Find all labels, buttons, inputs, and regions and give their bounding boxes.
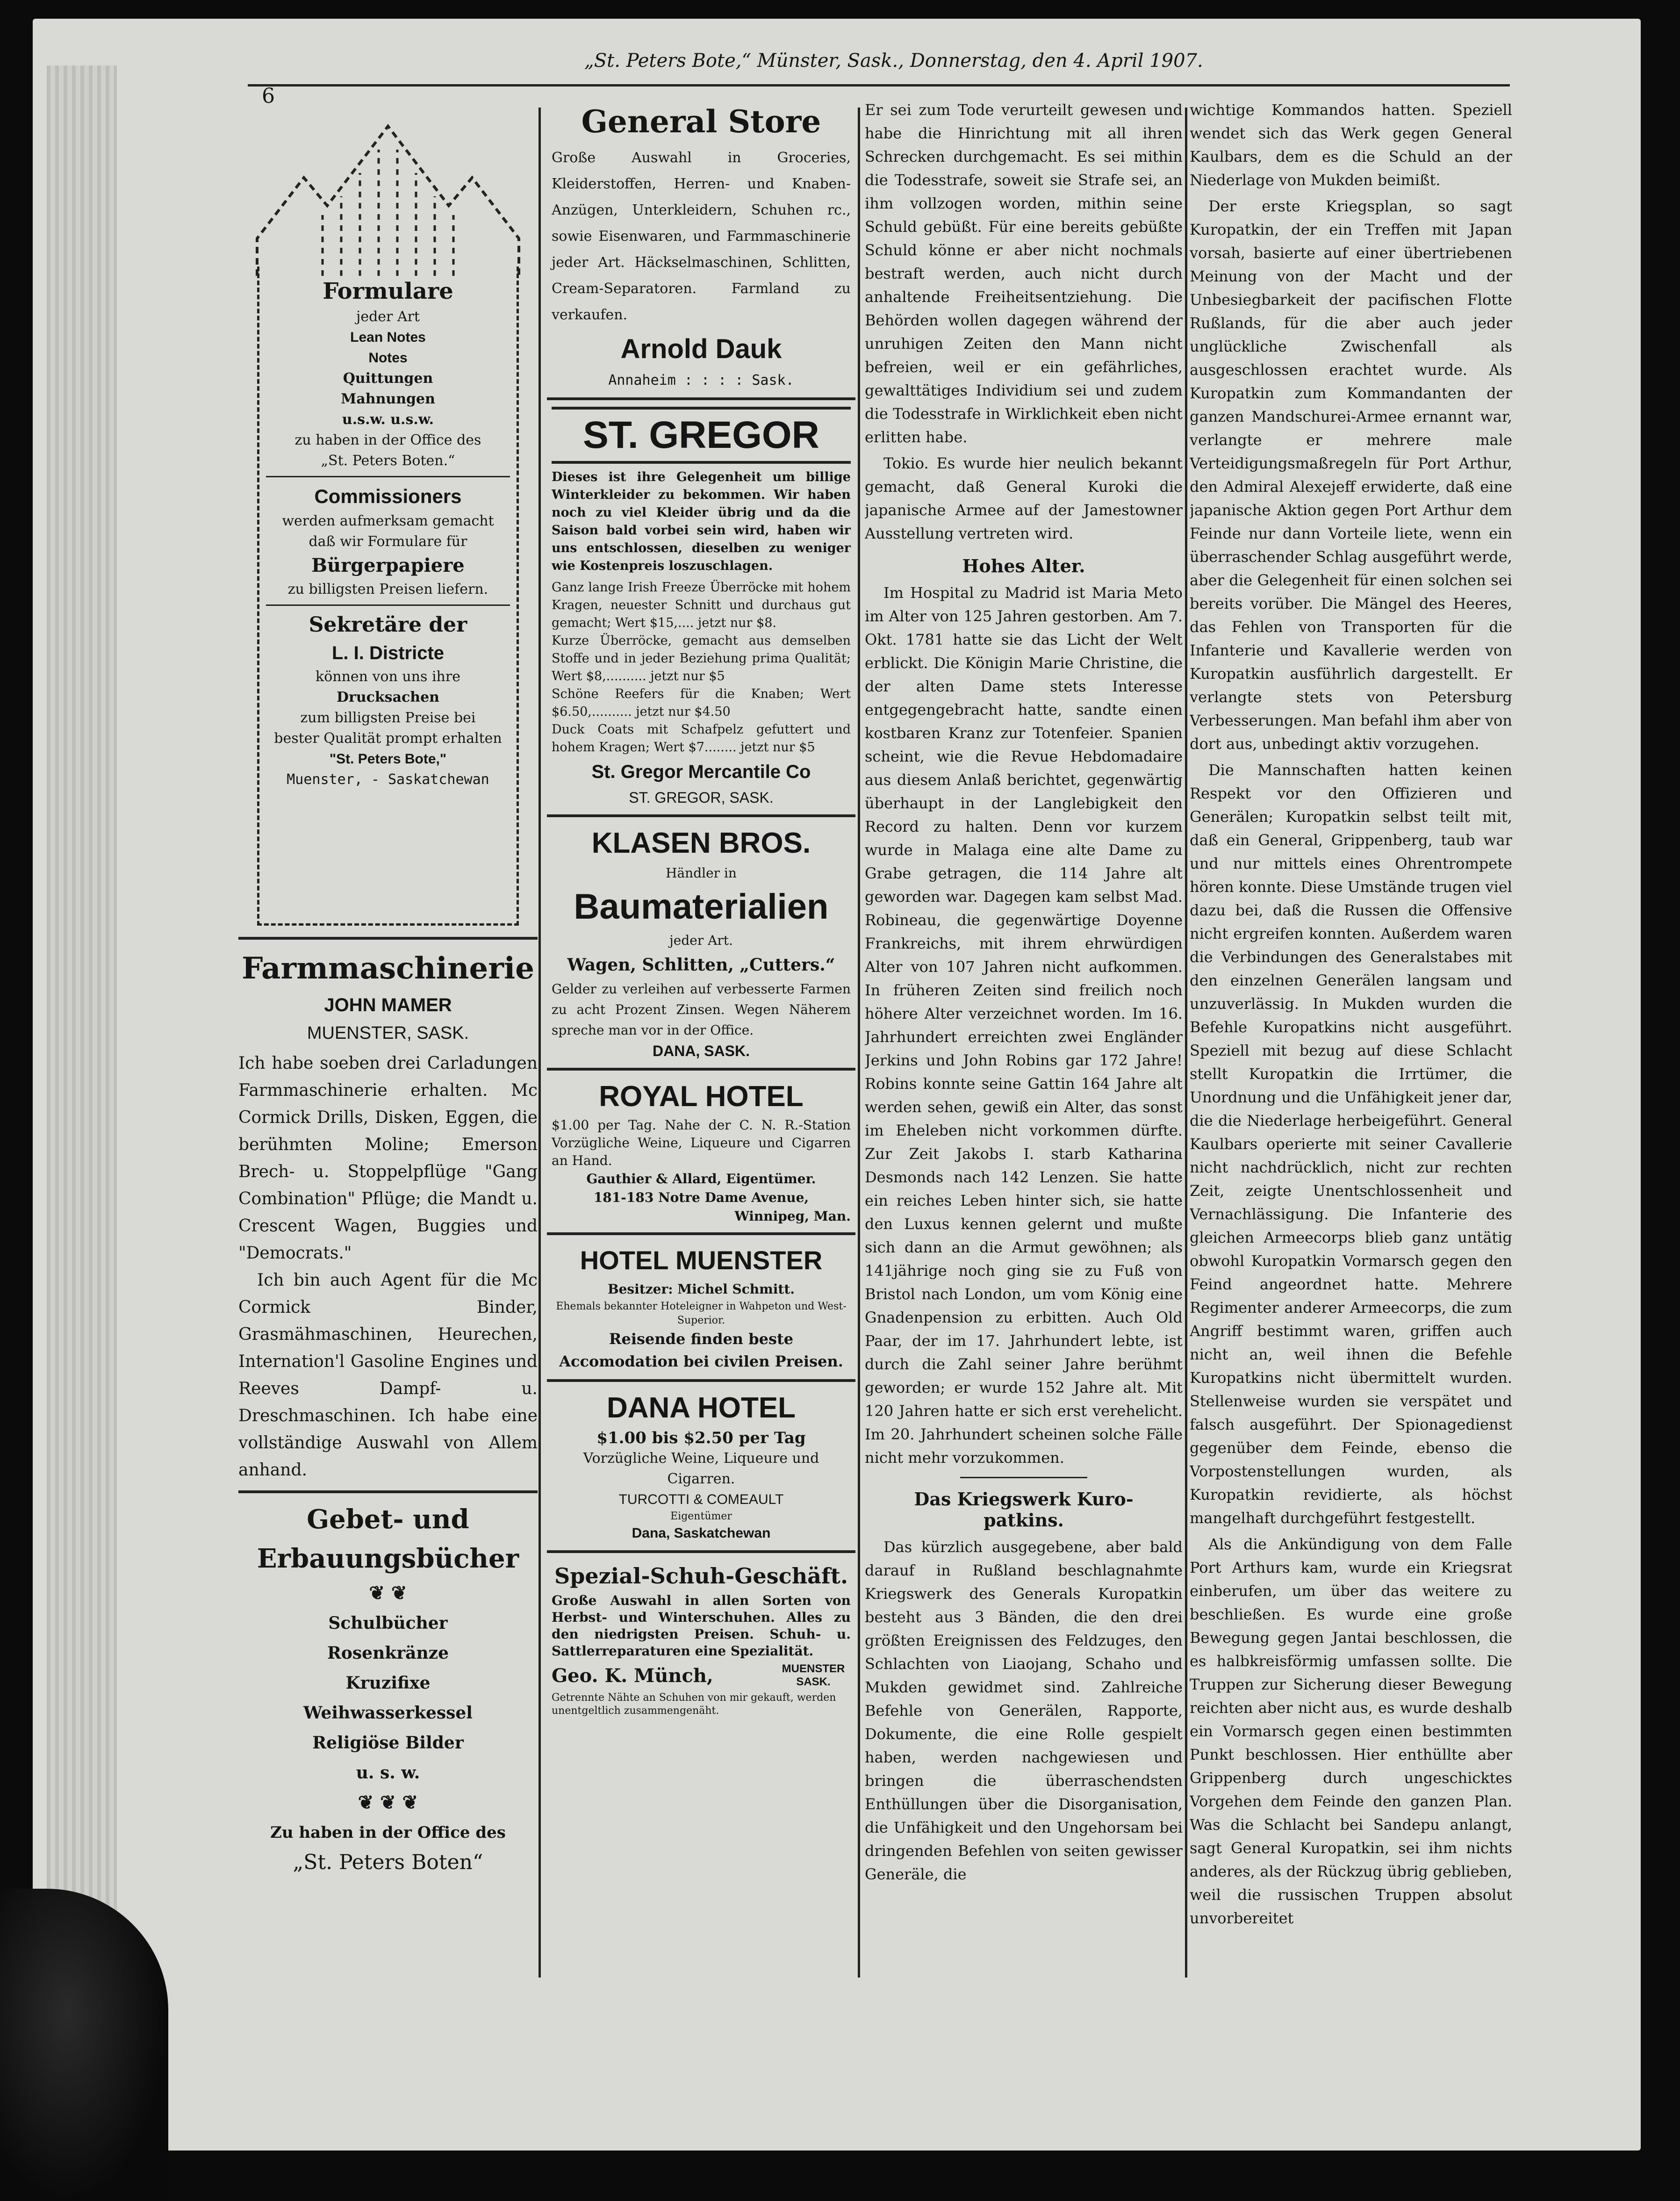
st-gregor-item: Kurze Überröcke, gemacht aus demselben Stoffe und in jeder Beziehung prima Qualität; Wert $8,.......... jetzt nur $5 bbox=[552, 633, 851, 683]
dana-title: DANA HOTEL bbox=[606, 1392, 796, 1424]
klasen-title: KLASEN BROS. bbox=[591, 827, 811, 859]
book-binding bbox=[47, 65, 117, 1964]
formulare-line: Mahnungen bbox=[341, 391, 435, 407]
farm-paragraph: Ich bin auch Agent für die Mc Cormick Binder, Grasmähmaschinen, Heurechen, Internation'l Gasoline Engines und Reeves Dampf- u. Dreschmaschinen. Ich habe eine vollständige Auswahl von Allem anhand. bbox=[238, 1271, 538, 1480]
schuh-title: Spezial-Schuh-Geschäft. bbox=[554, 1563, 848, 1589]
commissioners-line: werden aufmerksam gemacht bbox=[282, 513, 494, 529]
article-paragraph: wichtige Kommandos hatten. Speziell wendet sich das Werk gegen General Kaulbars, dem es die Schuld an der Niederlage von Mukden beimißt. bbox=[1190, 101, 1512, 189]
buergerpapiere-title: Bürgerpapiere bbox=[311, 554, 465, 576]
article-paragraph: Der erste Kriegsplan, so sagt Kuropatkin, der ein Treffen mit Japan vorsah, basierte auf einer übertriebenen Meinung von der Macht und der Unbesiegbarkeit der pacifischen Flotte Rußlands, für die aber auch jeder unglückliche Zwischenfall als ausgeschlossen erachtet wurde. Als Kuropatkin zum Kommandanten der ganzen Mandschurei-Armee ernannt war, verlangte er mehrere male Verteidigungsmaßregeln für Port Arthur, den Admiral Alexejeff erwiderte, daß eine japanische Aktion gegen Port Arthur dem Feinde nur dann Vorteile liete, wenn ein überraschender Schlag ausgeführt werde, aber die Gelegenheit für einen solchen sei bereits vorüber. Die Mängel des Heeres, das Fehlen von Transporten für die Infanterie und Kavallerie werden von Kuropatkin ausführlich dargestellt. Er verlangte stets von Petersburg Verbesserungen. Man befahl ihm aber von dort aus, unbedingt aktiv vorzugehen. bbox=[1190, 197, 1512, 753]
muenster-formerly: Ehemals bekannter Hoteleigner in Wahpeton und West-Superior. bbox=[556, 1301, 847, 1326]
gebet-ad bbox=[238, 1500, 538, 1877]
royal-city: Winnipeg, Man. bbox=[734, 1208, 851, 1224]
headline-kriegswerk: Das Kriegswerk Kuro- bbox=[914, 1489, 1134, 1510]
klasen-text: Gelder zu verleihen auf verbesserte Farmen zu acht Prozent Zinsen. Wegen Näherem spreche man vor in der Office. bbox=[552, 981, 851, 1038]
office-name: "St. Peters Bote," bbox=[329, 751, 447, 767]
st-gregor-item: Ganz lange Irish Freeze Überröcke mit hohem Kragen, neuester Schnitt und durchaus gut gemacht; Wert $15,.... jetzt nur $8. bbox=[552, 580, 851, 630]
klasen-wagen: Wagen, Schlitten, „Cutters.“ bbox=[567, 955, 835, 975]
section-rule bbox=[238, 937, 538, 940]
general-store-text: Große Auswahl in Groceries, Kleiderstoffen, Herren- und Knaben-Anzügen, Unterkleidern, Schuhen rc., sowie Eisenwaren, und Farmmaschinerie jeder Art. Häckselmaschinen, Schlitten, Cream-Separatoren. Farmland zu verkaufen. bbox=[552, 150, 851, 323]
general-store-ad bbox=[547, 98, 855, 391]
column-3 bbox=[865, 98, 1183, 1968]
st-gregor-item: Schöne Reefers für die Knaben; Wert $6.50,.......... jetzt nur $4.50 bbox=[552, 687, 851, 719]
formulare-ad bbox=[238, 98, 538, 930]
section-rule bbox=[547, 814, 855, 817]
gebet-item: Weihwasserkessel bbox=[303, 1703, 473, 1723]
buerger-line: zu billigsten Preisen liefern. bbox=[287, 581, 488, 597]
ornament-icon: ❦ ❦ ❦ bbox=[358, 1791, 418, 1813]
page-header bbox=[248, 44, 1510, 86]
st-gregor-place: ST. GREGOR, SASK. bbox=[629, 789, 774, 806]
dana-price: $1.00 bis $2.50 per Tag bbox=[596, 1429, 806, 1447]
general-store-title: General Store bbox=[581, 103, 821, 140]
column-4 bbox=[1190, 98, 1512, 1968]
royal-owners: Gauthier & Allard, Eigentümer. bbox=[586, 1171, 816, 1187]
formulare-line: Quittungen bbox=[343, 370, 433, 387]
gebet-item: Schulbücher bbox=[328, 1613, 448, 1633]
ornament-icon: ❦ ❦ bbox=[369, 1582, 407, 1604]
formulare-line: u.s.w. u.s.w. bbox=[342, 411, 434, 428]
dana-eig: Eigentümer bbox=[670, 1510, 732, 1522]
schuh-note: Getrennte Nähte an Schuhen von mir gekauft, werden unentgeltlich zusammengenäht. bbox=[552, 1692, 836, 1717]
farm-town: MUENSTER, SASK. bbox=[307, 1023, 469, 1043]
office-place: Muenster, - Saskatchewan bbox=[287, 771, 489, 788]
schuh-text: Große Auswahl in allen Sorten von Herbst- und Winterschuhen. Alles zu den niedrigsten Preisen. Schuh- u. Sattlerreparaturen eine Spezialität. bbox=[552, 1593, 851, 1659]
general-store-place: Annaheim : : : : Sask. bbox=[608, 372, 794, 388]
article-paragraph: Er sei zum Tode verurteilt gewesen und habe die Hinrichtung mit all ihren Schrecken durchgemacht. Es sei mithin die Todesstrafe, soweit sie Strafe sei, an ihm vollzogen worden, mithin seine Schuld gebüßt. Für eine bereits gebüßte Schuld könne er aber nicht nochmals bestraft werden, auch nicht durch anhaltende Freiheitsentziehung. Die Behörden wollen dagegen während der unruhigen Zeiten den Mann nicht befreien, weil er ein gefährliches, gewalttätiges Individium sei und zudem die Todesstrafe in Wirklichkeit eben nicht erlitten habe. bbox=[865, 101, 1183, 446]
royal-title: ROYAL HOTEL bbox=[599, 1080, 804, 1113]
gebet-footer: „St. Peters Boten“ bbox=[293, 1850, 483, 1874]
gebet-item: u. s. w. bbox=[356, 1763, 420, 1783]
sekretaere-line: zum billigsten Preise bei bbox=[300, 710, 476, 726]
dana-owners: TURCOTTI & COMEAULT bbox=[618, 1492, 784, 1507]
formulare-line: Lean Notes bbox=[350, 330, 426, 345]
section-rule bbox=[238, 1490, 538, 1493]
gebet-footer: Zu haben in der Office des bbox=[270, 1823, 506, 1842]
column-rule bbox=[538, 108, 541, 1978]
gebet-item: Religiöse Bilder bbox=[312, 1733, 464, 1753]
formulare-line: „St. Peters Boten.“ bbox=[321, 453, 455, 469]
sekretaere-line: bester Qualität prompt erhalten bbox=[274, 730, 502, 747]
section-rule bbox=[547, 1068, 855, 1071]
st-gregor-intro: Dieses ist ihre Gelegenheit um billige Winterkleider zu bekommen. Wir haben noch zu viel Kleider übrig und da die Saison bald vorbei sein wird, haben wir uns entschlossen, dieselben zu weniger wie Kostenpreis loszuschlagen. bbox=[552, 470, 851, 573]
schuh-ad bbox=[547, 1560, 855, 1718]
royal-address: 181-183 Notre Dame Avenue, bbox=[593, 1190, 809, 1205]
district-title: L. I. Districte bbox=[331, 643, 445, 663]
farm-paragraph: Ich habe soeben drei Carladungen Farmmaschinerie erhalten. Mc Cormick Drills, Disken, Eggen, die berühmten Moline; Emerson Brech- u. Stoppelpflüge "Gang Combination" Pflüge; die Mandt u. Crescent Wagen, Buggies und "Democrats." bbox=[238, 1054, 538, 1263]
formulare-line: Notes bbox=[368, 350, 408, 366]
page-number: 6 bbox=[262, 84, 275, 108]
muenster-slogan: Reisende finden beste Accomodation bei civilen Preisen. bbox=[559, 1330, 843, 1370]
article-paragraph: Die Mannschaften hatten keinen Respekt vor den Offizieren und Generälen; Kuropatkin selbst teilt mit, daß ein General, Grippenberg, taub war und nur mittels eines Ohrentrompete hören konnte. Diese Umstände trugen viel dazu bei, daß die Russen die Offensive nicht ergreifen konnten. Außerdem waren die Verbindungen des Generalstabes mit den einzelnen Generälen langsam und unzuverlässig. In Mukden wurden die Befehle Kuropatkins nicht ausgeführt. Speziell mit bezug auf diese Schlacht stellt Kuropatkin die Irrtümer, die Unordnung und die Unfähigkeit jener dar, die die Niederlage herbeigeführt. General Kaulbars operierte mit seiner Cavallerie nicht nachdrücklich, nicht zur rechten Zeit, zeigte Unentschlossenheit und Vernachlässigung. Die Infanterie des gleichen Armeecorps blieb ganz untätig obwohl Kuropatkin Vormarsch gegen den Feind angeordnet hatte. Mehrere Regimenter anderer Armeecorps, die zum Angriff bestimmt waren, griffen auch nicht an, weil ihnen die Befehle Kuropatkins nicht übermittelt wurden. Stellenweise wurden sie verspätet und falsch ausgeführt. Der Spionagedienst gegenüber dem Feinde, ebenso die Vorpostenstellungen wurden, als Kuropatkin revidierte, als höchst mangelhaft durchgeführt festgestellt. bbox=[1190, 761, 1512, 1527]
article-paragraph: Als die Ankündigung von dem Falle Port Arthurs kam, wurde ein Kriegsrat einberufen, um über das weitere zu beschließen. Es wurde eine große Bewegung gegen Jantai beschlossen, die es halbkreisförmig umfassen sollte. Die Truppen zur Sicherung dieser Bewegung reichten aber nicht aus, es wurde deshalb ein Vormarsch gegen einen bestimmten Punkt beschlossen. Hier enthüllte aber Grippenberg durch ungeschicktes Vorgehen dem Feinde den ganzen Plan. Was die Schlacht bei Sandepu anlangt, sagt General Kuropatkin, sei ihm nichts anderes, als der Rückzug übrig geblieben, weil die russischen Truppen absolut unvorbereitet bbox=[1190, 1535, 1512, 1927]
gebet-title: Erbauungsbücher bbox=[257, 1543, 519, 1574]
article-paragraph: Im Hospital zu Madrid ist Maria Meto im Alter von 125 Jahren gestorben. Am 7. Okt. 1781 hatte sie das Licht der Welt erblickt. Die Königin Marie Christine, die der alten Dame stets Interesse entgegengebracht hatte, sandte einen kostbaren Kranz zur Totenfeier. Spanien scheint, wie die Revue Hebdomadaire aus diesem Anlaß berichtet, gegenwärtig überhaupt in der Langlebigkeit den Record zu halten. Denn vor kurzem wurde in Malaga eine alte Dame zu Grabe getragen, die 114 Jahre alt geworden war. Dagegen kam selbst Mad. Robineau, die gegenwärtige Doyenne Frankreichs, mit ihrem ehrwürdigen Alter von 107 Jahren nicht aufkommen. In früheren Zeiten sind freilich noch höhere Alter verzeichnet worden. Im 16. Jahrhundert erreichten zwei Engländer Jerkins und John Robins gar 172 Jahre! Robins konnte seine Gattin 164 Jahre alt werden sehen, gewiß ein Alter, das sonst im Eheleben nicht vorkommen dürfte. Zur Zeit Jakobs I. starb Katharina Desmonds nach 142 Lenzen. Sie hatte ein reiches Leben hinter sich, sie hatte den Luxus kennen gelernt und mußte sich dann an die Armut gewöhnen; als 141jährige noch ging sie zu Fuß von Bristol nach London, um vom König eine Gnadenpension zu erbitten. Auch Old Paar, der im 17. Jahrhundert lebte, ist durch die Zahl seiner Jahre berühmt geworden; er wurde 152 Jahre alt. Mit 120 Jahren hatte er sich erst verehelicht. Im 20. Jahrhundert scheinen solche Fälle nicht mehr vorzukommen. bbox=[865, 584, 1183, 1467]
running-head: „St. Peters Bote,“ Münster, Sask., Donnerstag, den 4. April 1907. bbox=[584, 50, 1203, 72]
farm-owner: JOHN MAMER bbox=[324, 995, 452, 1015]
sekretaere-title: Sekretäre der bbox=[309, 613, 467, 637]
commissioners-title: Commissioners bbox=[314, 485, 462, 507]
royal-text: $1.00 per Tag. Nahe der C. N. R.-Station Vorzügliche Weine, Liqueure und Cigarren an Hand. bbox=[552, 1117, 851, 1168]
sekretaere-line: können von uns ihre bbox=[316, 669, 460, 685]
st-gregor-title: ST. GREGOR bbox=[552, 407, 851, 464]
st-gregor-company: St. Gregor Mercantile Co bbox=[591, 762, 811, 782]
formulare-line: jeder Art bbox=[356, 309, 420, 325]
column-rule bbox=[1185, 108, 1187, 1978]
section-rule bbox=[547, 1550, 855, 1553]
formulare-title: Formulare bbox=[323, 278, 453, 304]
gable-ornament-icon bbox=[238, 98, 538, 285]
section-rule bbox=[547, 397, 855, 400]
formulare-line: zu haben in der Office des bbox=[294, 432, 481, 448]
st-gregor-item: Duck Coats mit Schafpelz gefuttert und hohem Kragen; Wert $7........ jetzt nur $5 bbox=[552, 722, 851, 755]
gebet-item: Rosenkränze bbox=[327, 1643, 449, 1663]
klasen-product: Baumaterialien bbox=[574, 887, 829, 927]
klasen-place: DANA, SASK. bbox=[652, 1043, 750, 1059]
sekretaere-line: Drucksachen bbox=[337, 689, 439, 705]
formulare-box bbox=[257, 266, 519, 926]
schuh-place: MUENSTER SASK. bbox=[782, 1662, 845, 1688]
royal-hotel-ad bbox=[547, 1077, 855, 1226]
article-paragraph: Tokio. Es wurde hier neulich bekannt gemacht, daß General Kuroki die japanische Armee auf der Jamestowner Ausstellung vertreten wird. bbox=[865, 454, 1183, 542]
headline-kriegswerk: patkins. bbox=[984, 1510, 1064, 1531]
klasen-sub: Händler in bbox=[666, 865, 737, 881]
hotel-muenster-ad bbox=[547, 1242, 855, 1373]
klasen-sub: jeder Art. bbox=[669, 933, 733, 948]
st-gregor-ad bbox=[547, 407, 855, 808]
general-store-owner: Arnold Dauk bbox=[620, 334, 782, 364]
klasen-ad bbox=[547, 824, 855, 1061]
gebet-item: Kruzifixe bbox=[345, 1673, 431, 1693]
schuh-owner: Geo. K. Münch, bbox=[552, 1664, 713, 1687]
dana-text: Vorzügliche Weine, Liqueure und Cigarren. bbox=[583, 1450, 819, 1487]
article-paragraph: Das kürzlich ausgegebene, aber bald darauf in Rußland beschlagnahmte Kriegswerk des Generals Kuropatkin besteht aus 3 Bänden, die den drei größten Ereignissen des Feldzuges, den Schlachten von Liaojang, Schaho und Mukden gewidmet sind. Zahlreiche Befehle von Generälen, Rapporte, Dokumente, die eine Rolle gespielt haben, werden nachgewiesen und bringen die überraschendsten Enthüllungen über die Disorganisation, die Unfähigkeit und den Ungehorsam bei dringenden Befehlen von seiten gewisser Generäle, die bbox=[865, 1538, 1183, 1883]
farm-title: Farmmaschinerie bbox=[242, 951, 534, 986]
gebet-title: Gebet- und bbox=[307, 1504, 469, 1535]
dana-place: Dana, Saskatchewan bbox=[632, 1525, 771, 1541]
muenster-owner: Besitzer: Michel Schmitt. bbox=[607, 1281, 795, 1297]
column-rule bbox=[858, 108, 860, 1978]
section-rule bbox=[547, 1232, 855, 1235]
muenster-title: HOTEL MUENSTER bbox=[580, 1245, 823, 1275]
section-rule bbox=[547, 1379, 855, 1382]
column-1 bbox=[238, 98, 538, 1968]
headline-hohes-alter: Hohes Alter. bbox=[962, 555, 1085, 576]
column-2 bbox=[547, 98, 855, 1968]
commissioners-line: daß wir Formulare für bbox=[309, 533, 467, 550]
farm-ad bbox=[238, 946, 538, 1484]
dana-hotel-ad bbox=[547, 1388, 855, 1544]
